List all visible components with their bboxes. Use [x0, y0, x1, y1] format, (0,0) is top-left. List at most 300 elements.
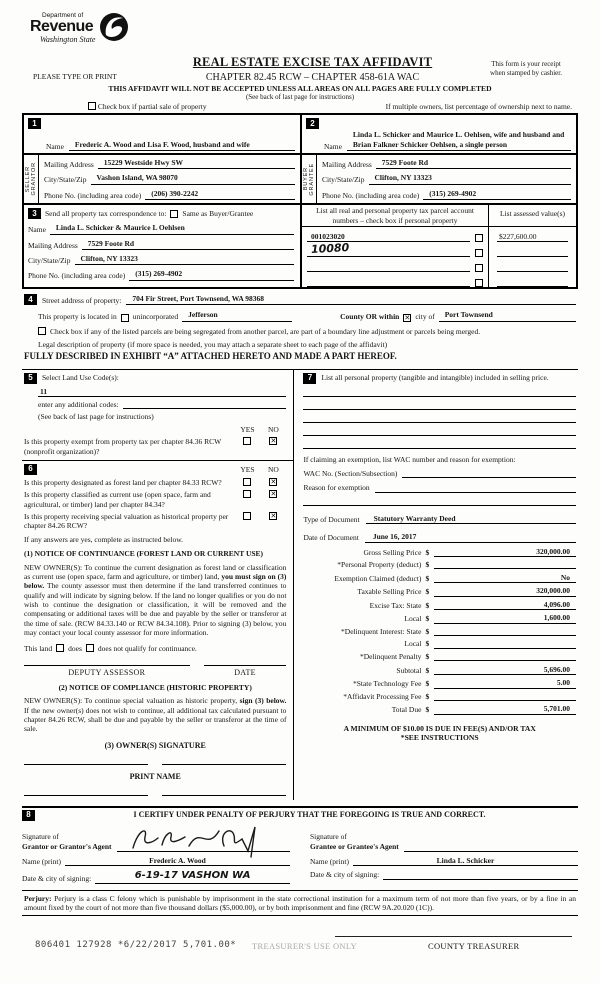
grantor-date-city-row	[22, 870, 290, 884]
cashier-receipt-stamp: 806401 127928 *6/22/2017 5,701.00*	[35, 940, 237, 950]
corr-name-value: Linda L. Schicker & Maurice L Oehlsen	[50, 223, 294, 234]
fee-label: Exemption Claimed (deduct)	[334, 573, 422, 583]
assessed-values-header: List assessed value(s)	[488, 205, 576, 226]
buyer-name-value: Linda L. Schicker and Maurice L. Oehlsen, wife and husband and Brian Falkner Schicker Oehlsen, a single person	[347, 130, 571, 151]
fee-row	[303, 652, 576, 661]
dollar-sign: $	[425, 547, 430, 557]
buyer-address-fields	[317, 155, 576, 203]
print-name-lines	[24, 795, 286, 796]
assessed-value	[497, 286, 568, 287]
buyer-mailing-row	[322, 158, 571, 169]
seller-name-label: Name	[46, 141, 64, 151]
grantee-date-city-row	[310, 870, 578, 879]
section-6-header	[24, 464, 286, 475]
wac-number-line	[402, 477, 576, 478]
segregated-checkbox	[38, 327, 46, 335]
assessed-value-row	[497, 242, 568, 257]
dor-logo	[30, 12, 131, 45]
perjury-notice	[22, 890, 578, 917]
minimum-due-line2: *SEE INSTRUCTIONS	[400, 733, 479, 743]
exempt-yes-cell	[234, 437, 260, 446]
county-value: Jefferson	[182, 310, 292, 321]
notice1-pre: NEW OWNER(S): To continue the current designation as forest land or classification as current use (open space, farm and agriculture, or timber) land,	[24, 562, 287, 581]
city-of-label: city of	[415, 312, 435, 322]
fee-row	[303, 547, 576, 557]
section-7-header	[303, 373, 576, 384]
section-1-number: 1	[28, 118, 41, 129]
parcel-row	[307, 242, 483, 257]
section-6-divider	[22, 460, 293, 461]
please-type-or-print: PLEASE TYPE OR PRINT	[33, 72, 117, 81]
no-header: NO	[268, 464, 279, 474]
signature-columns	[22, 824, 578, 884]
current-use-no-cell	[260, 490, 286, 499]
land-does-checkbox	[56, 644, 64, 652]
seller-name-cell	[24, 115, 300, 153]
document-date-label: Date of Document	[303, 533, 359, 543]
street-address-row	[24, 294, 576, 305]
corr-mailing-value: 7529 Foote Rd	[82, 239, 294, 250]
exempt-yes-checkbox	[243, 437, 251, 445]
segregated-label: Check box if any of the listed parcels are being segregated from another parcel, are part of a boundary line adjustment or parcels being merged.	[50, 326, 481, 336]
parcel-numbers-header: List all real and personal property tax parcel account numbers – check box if personal property	[316, 206, 474, 225]
grantor-signature-area	[117, 824, 290, 852]
section-5-yes-no-header	[24, 425, 286, 434]
document-type-label: Type of Document	[303, 514, 360, 524]
deputy-date-field	[204, 665, 287, 678]
historic-no-checkbox: ✕	[270, 512, 277, 520]
same-as-buyer-label: Same as Buyer/Grantee	[182, 208, 254, 218]
logo-revenue: Revenue	[30, 18, 94, 36]
assessed-value	[497, 256, 568, 257]
notice2-post: If the new owner(s) does not wish to continue, all additional tax calculated pursuant to chapter 84.26 RCW, shall be due and payable by the seller or transferor at the time of sale.	[24, 705, 287, 734]
fee-row	[303, 613, 576, 623]
buyer-phone-label: Phone No. (including area code)	[322, 190, 420, 200]
fee-row	[303, 665, 576, 675]
yes-header: YES	[240, 424, 255, 434]
additional-codes-line	[123, 408, 287, 409]
reason-label: Reason for exemption	[303, 483, 370, 493]
section-6-yes-no-header	[234, 465, 286, 474]
grantee-agent-label: Grantee or Grantee's Agent	[310, 842, 399, 851]
section-4-property-address	[22, 289, 578, 365]
seller-mailing-row	[44, 158, 295, 169]
print-name-label: PRINT NAME	[129, 771, 181, 781]
assessed-value	[497, 271, 568, 272]
fee-row	[303, 692, 576, 701]
section-5-header	[24, 373, 286, 384]
parcel-personal-checkbox	[475, 249, 483, 257]
section-5-see-back: (See back of last page for instructions)	[38, 412, 154, 422]
grantee-signature-column	[310, 824, 578, 884]
grantor-signature-ink	[125, 824, 265, 858]
dollar-sign: $	[425, 639, 430, 649]
seller-mailing-label: Mailing Address	[44, 160, 94, 169]
fee-amount: 320,000.00	[434, 586, 576, 596]
fee-label: Total Due	[391, 705, 422, 715]
seller-side-label: SELLER	[24, 165, 31, 193]
notice1-title: (1) NOTICE OF CONTINUANCE (FOREST LAND OR CURRENT USE)	[24, 549, 264, 559]
signature-of-label: Signature of	[22, 832, 59, 842]
parcel-row	[307, 257, 483, 272]
document-type-row	[303, 514, 576, 524]
personal-property-line	[303, 384, 576, 397]
grantee-signature-area	[404, 824, 578, 852]
forest-yes-cell	[234, 478, 260, 487]
exempt-question-text: Is this property exempt from property tax per chapter 84.36 RCW (nonprofit organization)?	[24, 437, 222, 456]
legal-description-label: Legal description of property (if more space is needed, you may attach a separate sheet to each page of the affidavit)	[38, 340, 388, 349]
parcel-number-handwritten: 10080	[307, 242, 470, 257]
county-or-within-label: County OR within	[340, 312, 400, 322]
does-label: does	[68, 643, 82, 653]
this-land-label: This land	[24, 643, 53, 653]
deputy-assessor-line	[24, 665, 190, 666]
parcel-list-header	[302, 205, 576, 227]
historic-yes-cell	[234, 512, 260, 521]
dollar-sign: $	[425, 626, 430, 636]
buyer-phone-value: (315) 269-4902	[423, 189, 571, 200]
dollar-sign: $	[425, 705, 430, 715]
does-not-label: does not qualify for continuance.	[97, 643, 197, 653]
section-3-intro: Send all property tax correspondence to:	[45, 208, 167, 218]
fee-row	[303, 704, 576, 714]
document-type-value: Statutory Warranty Deed	[366, 514, 576, 524]
current-use-question-row	[24, 490, 286, 509]
street-address-value: 704 Fir Street, Port Townsend, WA 98368	[126, 294, 576, 305]
section-3-header	[28, 208, 294, 219]
dollar-sign: $	[425, 652, 430, 661]
seller-grantor-sidebar	[24, 155, 39, 203]
parcel-row	[307, 227, 483, 242]
parcel-number	[307, 286, 470, 287]
document-date-row	[303, 532, 576, 542]
owner-signature-line	[24, 764, 148, 765]
dollar-sign: $	[425, 587, 430, 597]
section-2-number: 2	[306, 118, 319, 129]
seller-address-fields	[39, 155, 300, 203]
minimum-due-note	[303, 724, 576, 743]
current-use-yes-cell	[234, 490, 260, 499]
seller-phone-label: Phone No. (including area code)	[44, 190, 142, 200]
section-8-certification	[22, 806, 578, 917]
land-does-not-checkbox	[86, 644, 94, 652]
dollar-sign: $	[425, 665, 430, 675]
current-use-question-text: Is this property classified as current use (open space, farm and agricultural, or timber) land per chapter 84.34?	[24, 490, 211, 509]
grantee-signature-label	[310, 832, 399, 852]
address-row	[22, 153, 578, 205]
section-6-number: 6	[24, 464, 37, 475]
forest-question-text: Is this property designated as forest land per chapter 84.33 RCW?	[24, 477, 222, 487]
notice1-post: The county assessor must then determine if the land transferred continues to qualify and will indicate by signing below. If the land no longer qualifies or you do not wish to continue the designation or classification, it will be removed and the compensating or additional taxes will be due and payable by the seller or transferor at the time of sale. (RCW 84.33.140 or RCW 84.34.108). Prior to signing (3) below, you may contact your local county assessor for more information.	[24, 581, 287, 638]
certification-header	[22, 810, 578, 821]
additional-codes-label: enter any additional codes:	[38, 400, 119, 409]
corr-name-label: Name	[28, 225, 46, 235]
fee-amount: 320,000.00	[434, 547, 576, 557]
fee-row	[303, 560, 576, 569]
corr-mailing-row	[28, 239, 294, 250]
fee-amount	[434, 652, 576, 661]
exempt-question-row	[24, 437, 286, 456]
grantee-date-city-value	[383, 871, 578, 880]
fee-amount	[434, 640, 576, 649]
buyer-address-block	[300, 155, 576, 203]
dollar-sign: $	[425, 679, 430, 689]
notice2-title: (2) NOTICE OF COMPLIANCE (HISTORIC PROPERTY)	[58, 682, 252, 692]
corr-mailing-label: Mailing Address	[28, 240, 78, 250]
assessed-values-column	[488, 227, 576, 287]
fee-amount: 5,701.00	[434, 704, 576, 714]
corr-city-label: City/State/Zip	[28, 255, 71, 265]
section-7-number: 7	[303, 373, 316, 384]
fee-label: *Delinquent Interest: State	[341, 626, 422, 636]
current-use-yes-checkbox	[243, 490, 251, 498]
dollar-sign: $	[425, 560, 430, 570]
unincorporated-label: unincorporated	[132, 312, 179, 322]
fee-amount: 5.00	[434, 678, 576, 688]
same-as-buyer-checkbox	[170, 210, 178, 218]
personal-property-line	[303, 397, 576, 410]
fee-label: *State Technology Fee	[352, 679, 422, 689]
notice1-bold: you must sign on (3) below.	[24, 571, 287, 591]
located-in-label: This property is located in	[38, 312, 117, 322]
dollar-sign: $	[425, 573, 430, 583]
dor-logo-text	[30, 12, 95, 45]
section-8-number: 8	[22, 810, 35, 821]
fee-row	[303, 678, 576, 688]
parcel-list-body	[302, 227, 576, 287]
dollar-sign: $	[425, 614, 430, 624]
section-3-correspondence	[24, 205, 300, 287]
fee-amount	[434, 560, 576, 569]
fee-amount	[434, 692, 576, 701]
dollar-sign: $	[425, 600, 430, 610]
parcel-row	[307, 272, 483, 287]
deputy-assessor-field	[24, 665, 190, 678]
buyer-side-label: BUYER	[302, 167, 309, 191]
print-name-line	[162, 795, 286, 796]
assessed-value-row	[497, 272, 568, 287]
historic-question-text: Is this property receiving special valuation as historical property per chapter 84.26 RCW?	[24, 512, 229, 531]
partial-sale-label: Check box if partial sale of property	[97, 102, 207, 111]
buyer-mailing-label: Mailing Address	[322, 160, 372, 169]
partial-sale-checkbox	[88, 102, 96, 110]
seller-city-row	[44, 173, 295, 184]
seller-address-block	[24, 155, 300, 203]
buyer-mailing-value: 7529 Foote Rd	[376, 158, 571, 169]
deputy-date-line	[204, 665, 287, 666]
deputy-assessor-label: DEPUTY ASSESSOR	[68, 667, 146, 677]
city-of-value: Port Townsend	[439, 310, 576, 321]
fee-amount: 5,696.00	[434, 665, 576, 675]
county-treasurer-label: COUNTY TREASURER	[428, 941, 520, 951]
owner-signature-line	[162, 764, 286, 765]
dor-swirl-icon	[97, 12, 131, 44]
owner-signature-lines	[24, 764, 286, 765]
buyer-name-label: Name	[324, 141, 342, 151]
seller-phone-row	[44, 189, 295, 200]
form-title: REAL ESTATE EXCISE TAX AFFIDAVIT	[192, 55, 433, 69]
personal-property-line	[303, 410, 576, 423]
seller-mailing-value: 15229 Westside Hwy SW	[98, 158, 295, 169]
if-yes-note: If any answers are yes, complete as instructed below.	[24, 534, 184, 544]
wac-number-row	[303, 469, 576, 478]
notice2-body	[24, 696, 286, 734]
forest-yes-checkbox	[243, 478, 251, 486]
historic-no-cell	[260, 512, 286, 521]
seller-city-label: City/State/Zip	[44, 175, 87, 185]
names-row	[22, 113, 578, 153]
corr-city-value: Clifton, NY 13323	[75, 254, 295, 265]
exempt-no-cell	[260, 437, 286, 446]
seller-city-value: Vashon Island, WA 98070	[91, 173, 296, 184]
historic-question-row	[24, 512, 286, 531]
grantee-date-city-label: Date & city of signing:	[310, 870, 380, 880]
fee-label: Local	[404, 639, 422, 649]
minimum-due-line1: A MINIMUM OF $10.00 IS DUE IN FEE(S) AND/OR TAX	[343, 723, 536, 733]
partial-sale-option	[88, 102, 207, 111]
section-4-number: 4	[24, 294, 37, 305]
fee-amount: 4,096.00	[434, 600, 576, 610]
grantee-name-row	[310, 856, 578, 866]
logo-washington-state: Washington State	[40, 34, 96, 44]
parcel-number	[307, 271, 470, 272]
county-treasurer-line	[335, 936, 572, 937]
receipt-note	[480, 60, 572, 78]
grantee-signature-row	[310, 824, 578, 852]
fee-label: *Affidavit Processing Fee	[343, 691, 422, 701]
fee-row	[303, 586, 576, 596]
fee-label: Local	[404, 614, 422, 624]
seller-name-value: Frederic A. Wood and Lisa F. Wood, husband and wife	[69, 140, 295, 151]
grantor-agent-label: Grantor or Grantor's Agent	[22, 842, 112, 851]
right-column	[294, 370, 578, 800]
treasurer-use-only-label: TREASURER'S USE ONLY	[252, 941, 357, 951]
forest-no-checkbox: ✕	[270, 477, 277, 486]
land-use-label: Select Land Use Code(s):	[42, 373, 119, 383]
reason-line	[375, 492, 576, 493]
reason-extra-line	[303, 493, 576, 506]
fee-row	[303, 639, 576, 648]
grantor-name-print-value: Frederic A. Wood	[65, 856, 290, 866]
parcel-personal-checkbox	[475, 234, 483, 242]
personal-property-line	[303, 423, 576, 436]
buyer-name-cell	[300, 115, 576, 153]
reason-row	[303, 483, 576, 492]
dollar-sign: $	[425, 691, 430, 701]
parcel-list-block	[300, 205, 576, 287]
wac-number-label: WAC No. (Section/Subsection)	[303, 469, 398, 478]
fee-amount	[434, 627, 576, 636]
historic-yes-checkbox	[243, 512, 251, 520]
legal-description-value: FULLY DESCRIBED IN EXHIBIT “A” ATTACHED HERETO AND MADE A PART HEREOF.	[24, 351, 397, 362]
personal-property-intro: List all personal property (tangible and intangible) included in selling price.	[321, 372, 549, 382]
corr-city-row	[28, 254, 294, 265]
form-body	[22, 113, 578, 916]
certification-text: I CERTIFY UNDER PENALTY OF PERJURY THAT THE FOREGOING IS TRUE AND CORRECT.	[133, 810, 486, 820]
deputy-date-label: DATE	[234, 667, 256, 677]
partial-sale-row	[88, 102, 572, 111]
signature-of-label: Signature of	[310, 832, 347, 842]
assessed-value: $227,600.00	[497, 232, 568, 242]
segregated-row	[38, 327, 576, 336]
section-5-number: 5	[24, 373, 37, 384]
assessed-value-row	[497, 257, 568, 272]
grantor-date-city-label: Date & city of signing:	[22, 874, 92, 884]
fee-table	[303, 547, 576, 715]
corr-phone-label: Phone No. (including area code)	[28, 271, 126, 281]
parcel-personal-checkbox	[475, 279, 483, 287]
parcel-numbers-column	[302, 227, 488, 287]
buyer-city-row	[322, 173, 571, 184]
acceptance-warning: THIS AFFIDAVIT WILL NOT BE ACCEPTED UNLESS ALL AREAS ON ALL PAGES ARE FULLY COMPLETED	[108, 84, 492, 93]
corr-phone-row	[28, 269, 294, 280]
notice2-bold: sign (3) below.	[239, 696, 287, 706]
notice2-pre: NEW OWNER(S): To continue special valuation as historic property,	[24, 696, 240, 706]
fee-label: Gross Selling Price	[363, 547, 422, 557]
document-date-value: June 16, 2017	[365, 532, 576, 542]
buyer-city-value: Clifton, NY 13323	[369, 173, 572, 184]
fee-label: *Delinquent Penalty	[359, 652, 422, 661]
print-name-line	[24, 795, 148, 796]
personal-property-line	[303, 436, 576, 449]
buyer-city-label: City/State/Zip	[322, 175, 365, 185]
middle-columns	[22, 369, 578, 800]
receipt-note-line1: This form is your receipt	[491, 60, 561, 68]
notice1-body	[24, 563, 286, 638]
fee-amount: No	[434, 573, 576, 583]
logo-department-of: Department of	[42, 12, 84, 19]
grantee-name-print-label: Name (print)	[310, 856, 349, 866]
forest-no-cell	[260, 478, 286, 487]
grantor-signature-label	[22, 832, 112, 852]
street-address-label: Street address of property:	[42, 295, 122, 305]
forest-question-row	[24, 478, 286, 487]
fee-row	[303, 600, 576, 610]
fee-label: Taxable Selling Price	[357, 587, 422, 597]
receipt-note-line2: when stamped by cashier.	[490, 69, 562, 78]
land-use-code-value: 11	[38, 387, 286, 397]
current-use-no-checkbox: ✕	[270, 490, 277, 499]
yes-header: YES	[240, 464, 255, 474]
section-3-number: 3	[28, 208, 41, 219]
buyer-phone-row	[322, 189, 571, 200]
grantee-name-print-value: Linda L. Schicker	[353, 856, 578, 866]
grantor-date-city-value: 6-19-17 VASHON WA	[95, 870, 290, 884]
parcel-number: 001023020	[307, 232, 470, 242]
corr-phone-value: (315) 269-4902	[129, 269, 294, 280]
fee-row	[303, 573, 576, 583]
fee-label: Subtotal	[396, 665, 422, 675]
corr-name-row	[28, 223, 294, 234]
correspondence-parcels-row	[22, 205, 578, 289]
fee-row	[303, 627, 576, 636]
deputy-assessor-row	[24, 665, 286, 678]
perjury-label: Perjury:	[24, 893, 52, 903]
unincorporated-checkbox	[121, 314, 129, 322]
buyer-grantee-sidebar	[302, 155, 317, 203]
form-title-block	[140, 55, 485, 84]
fee-label: Excise Tax: State	[369, 600, 422, 610]
assessed-value-row	[497, 227, 568, 242]
seller-phone-value: (206) 390-2242	[145, 189, 295, 200]
city-of-checkbox: ✕	[404, 313, 411, 322]
no-header: NO	[268, 424, 279, 434]
grantor-side-label: GRANTOR	[31, 162, 37, 196]
continuance-qualify-row	[24, 644, 286, 653]
parcel-personal-checkbox	[475, 264, 483, 272]
multiple-owners-note: If multiple owners, list percentage of ownership next to name.	[385, 102, 572, 111]
grantor-signature-column	[22, 824, 290, 884]
